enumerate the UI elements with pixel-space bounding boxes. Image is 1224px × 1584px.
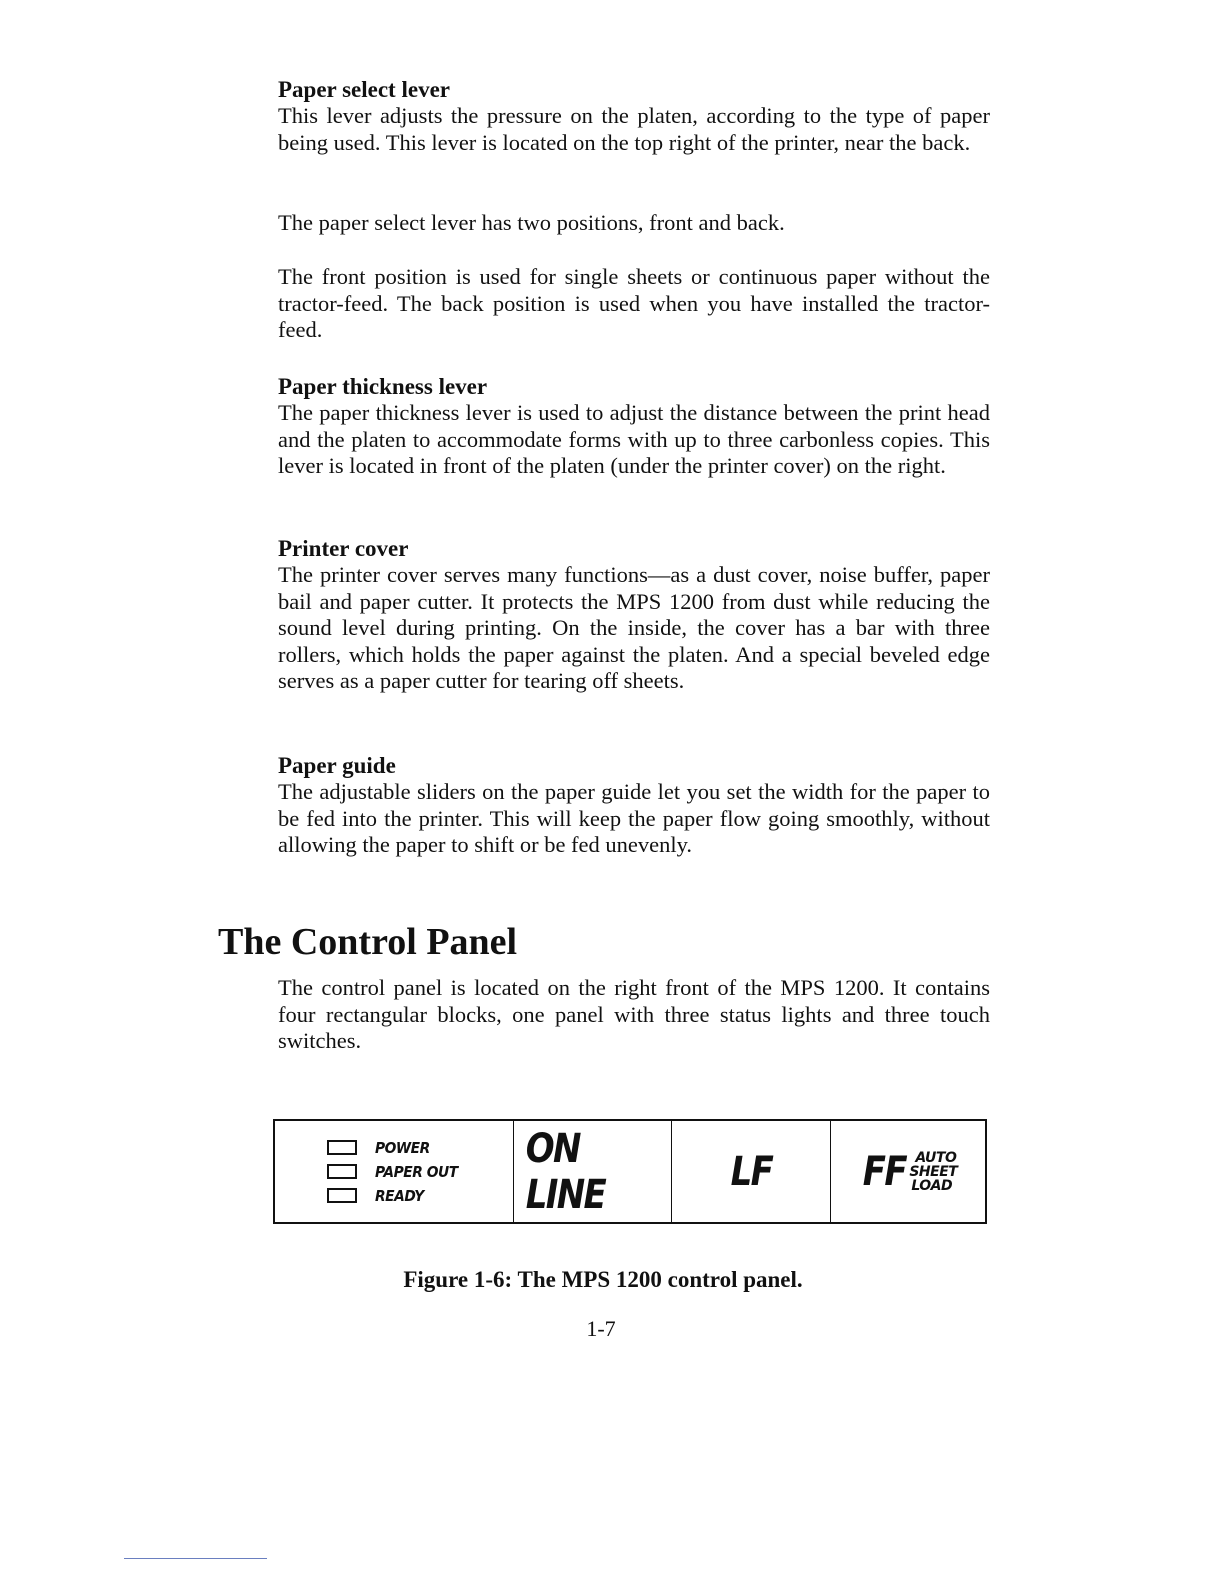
section-paper-thickness-lever — [278, 373, 990, 480]
lamp-icon — [327, 1140, 357, 1155]
status-light-paper-out — [327, 1162, 465, 1182]
section-paper-select-lever-front-back — [278, 264, 990, 344]
ff-sub-labels — [905, 1151, 957, 1193]
online-switch-block — [514, 1121, 672, 1222]
ff-sub-label: AUTO — [915, 1149, 957, 1166]
status-light-label: PAPER OUT — [375, 1162, 458, 1181]
status-light-label: READY — [375, 1186, 424, 1205]
lamp-icon — [327, 1164, 357, 1179]
control-panel-figure — [273, 1119, 987, 1224]
status-light-ready — [327, 1186, 465, 1206]
figure-caption — [0, 1267, 1224, 1293]
paragraph: The paper thickness lever is used to adjust the distance between the print head and the platen to accommodate forms with up to three carbonless copies. This lever is located in front of the platen (under the printer cover) on the right. — [278, 400, 990, 478]
section-heading: Paper thickness lever — [278, 374, 488, 399]
section-heading: Paper select lever — [278, 77, 450, 102]
paragraph: The printer cover serves many functions—as a dust cover, noise buffer, paper bail and paper cutter. It protects the MPS 1200 from dust while reducing the sound level during printing. On the inside, the cover has a bar with three rollers, which holds the paper against the platen. And a special beveled edge serves as a paper cutter for tearing off sheets. — [278, 562, 990, 693]
paragraph: The adjustable sliders on the paper guide let you set the width for the paper to be fed into the printer. This will keep the paper flow going smoothly, without allowing the paper to shift or be fed unevenly. — [278, 779, 990, 857]
status-light-label: POWER — [375, 1138, 430, 1157]
chapter-title: The Control Panel — [218, 921, 518, 963]
lamp-icon — [327, 1188, 357, 1203]
section-paper-select-lever-positions — [278, 210, 990, 237]
section-printer-cover — [278, 535, 990, 695]
paragraph: The control panel is located on the right front of the MPS 1200. It contains four rectangular blocks, one panel with three status lights and three touch switches. — [278, 975, 990, 1053]
section-heading: Paper guide — [278, 753, 396, 778]
chapter-intro — [278, 975, 990, 1055]
online-switch-label: ON LINE — [525, 1125, 605, 1218]
footer-rule — [124, 1558, 267, 1559]
ff-sub-label: LOAD — [911, 1177, 953, 1194]
section-heading: Printer cover — [278, 536, 409, 561]
status-light-power — [327, 1138, 465, 1158]
status-light-list — [327, 1138, 465, 1206]
figure-caption-text: Figure 1-6: The MPS 1200 control panel. — [403, 1267, 803, 1292]
ff-sub-label: SHEET — [909, 1163, 958, 1180]
lf-switch-block — [672, 1121, 831, 1222]
paragraph: The paper select lever has two positions, front and back. — [278, 210, 785, 235]
lf-switch-label: LF — [730, 1148, 772, 1195]
ff-label-group — [859, 1149, 958, 1195]
paragraph: The front position is used for single sheets or continuous paper without the tractor-feed. The back position is used when you have installed the tractor-feed. — [278, 264, 990, 342]
status-lights-block — [275, 1121, 514, 1222]
section-paper-select-lever — [278, 76, 990, 156]
paragraph: This lever adjusts the pressure on the platen, according to the type of paper being used. This lever is located on the top right of the printer, near the back. — [278, 103, 990, 155]
page-number — [0, 1316, 1224, 1342]
section-paper-guide — [278, 752, 990, 859]
page-number-text: 1-7 — [586, 1316, 616, 1341]
ff-switch-label: FF — [862, 1148, 906, 1195]
ff-switch-block — [831, 1121, 985, 1222]
